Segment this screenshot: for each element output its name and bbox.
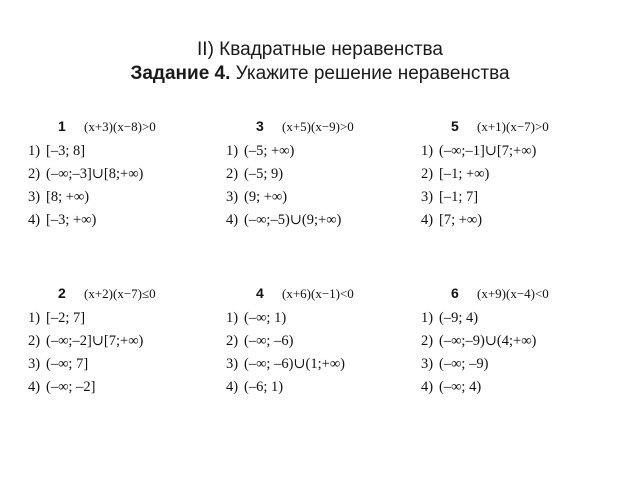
answer-option[interactable]: 4) [–3; +∞) xyxy=(28,212,97,228)
answer-option[interactable]: 3) [8; +∞) xyxy=(28,189,90,205)
task-header xyxy=(421,118,621,140)
task-6 xyxy=(421,285,621,399)
answer-options xyxy=(226,307,426,399)
answer-option[interactable]: 3) (–∞; –6)∪(1;+∞) xyxy=(226,356,345,372)
task-inequality: (x+6)(x−1)<0 xyxy=(282,286,354,301)
answer-option[interactable]: 2) (–∞; –6) xyxy=(226,333,294,349)
task-3 xyxy=(226,118,426,232)
task-number: 1 xyxy=(58,118,66,134)
answer-option[interactable]: 1) (–∞; 1) xyxy=(226,310,287,326)
answer-option[interactable]: 4) [7; +∞) xyxy=(421,212,483,228)
task-header xyxy=(226,118,426,140)
task-number: 4 xyxy=(256,285,264,301)
task-4 xyxy=(226,285,426,399)
answer-options xyxy=(28,307,228,399)
answer-option[interactable]: 3) (–∞; 7] xyxy=(28,356,89,372)
title-line-1: II) Квадратные неравенства xyxy=(197,39,443,60)
answer-option[interactable]: 4) (–6; 1) xyxy=(226,379,284,395)
page-title xyxy=(0,38,640,86)
answer-options xyxy=(421,307,621,399)
answer-option[interactable]: 4) (–∞; –2] xyxy=(28,379,96,395)
task-number: 2 xyxy=(58,285,66,301)
task-inequality: (x+2)(x−7)≤0 xyxy=(84,286,156,301)
task-number: 6 xyxy=(451,285,459,301)
task-inequality: (x+9)(x−4)<0 xyxy=(477,286,549,301)
task-label: Задание 4. xyxy=(130,63,231,84)
task-header xyxy=(28,285,228,307)
task-number: 3 xyxy=(256,118,264,134)
answer-option[interactable]: 1) (–∞;–1]∪[7;+∞) xyxy=(421,143,537,159)
task-1 xyxy=(28,118,228,232)
task-5 xyxy=(421,118,621,232)
task-number: 5 xyxy=(451,118,459,134)
answer-option[interactable]: 3) (–∞; –9) xyxy=(421,356,489,372)
answer-option[interactable]: 2) (–∞;–3]∪[8;+∞) xyxy=(28,166,144,182)
task-text: Укажите решение неравенства xyxy=(230,63,510,84)
answer-options xyxy=(28,140,228,232)
answer-option[interactable]: 2) (–∞;–2]∪[7;+∞) xyxy=(28,333,144,349)
answer-option[interactable]: 1) [–2; 7] xyxy=(28,310,86,326)
task-2 xyxy=(28,285,228,399)
answer-option[interactable]: 3) (9; +∞) xyxy=(226,189,288,205)
answer-option[interactable]: 4) (–∞; 4) xyxy=(421,379,482,395)
title-line-2 xyxy=(0,62,640,86)
answer-option[interactable]: 2) [–1; +∞) xyxy=(421,166,490,182)
task-inequality: (x+5)(x−9)>0 xyxy=(282,119,354,134)
answer-option[interactable]: 1) (–9; 4) xyxy=(421,310,479,326)
task-header xyxy=(226,285,426,307)
answer-option[interactable]: 1) [–3; 8] xyxy=(28,143,86,159)
answer-option[interactable]: 2) (–∞;–9)∪(4;+∞) xyxy=(421,333,537,349)
answer-options xyxy=(226,140,426,232)
answer-option[interactable]: 4) (–∞;–5)∪(9;+∞) xyxy=(226,212,342,228)
answer-option[interactable]: 2) (–5; 9) xyxy=(226,166,284,182)
task-inequality: (x+3)(x−8)>0 xyxy=(84,119,156,134)
task-inequality: (x+1)(x−7)>0 xyxy=(477,119,549,134)
answer-option[interactable]: 3) [–1; 7] xyxy=(421,189,479,205)
answer-option[interactable]: 1) (–5; +∞) xyxy=(226,143,295,159)
task-header xyxy=(28,118,228,140)
task-header xyxy=(421,285,621,307)
answer-options xyxy=(421,140,621,232)
